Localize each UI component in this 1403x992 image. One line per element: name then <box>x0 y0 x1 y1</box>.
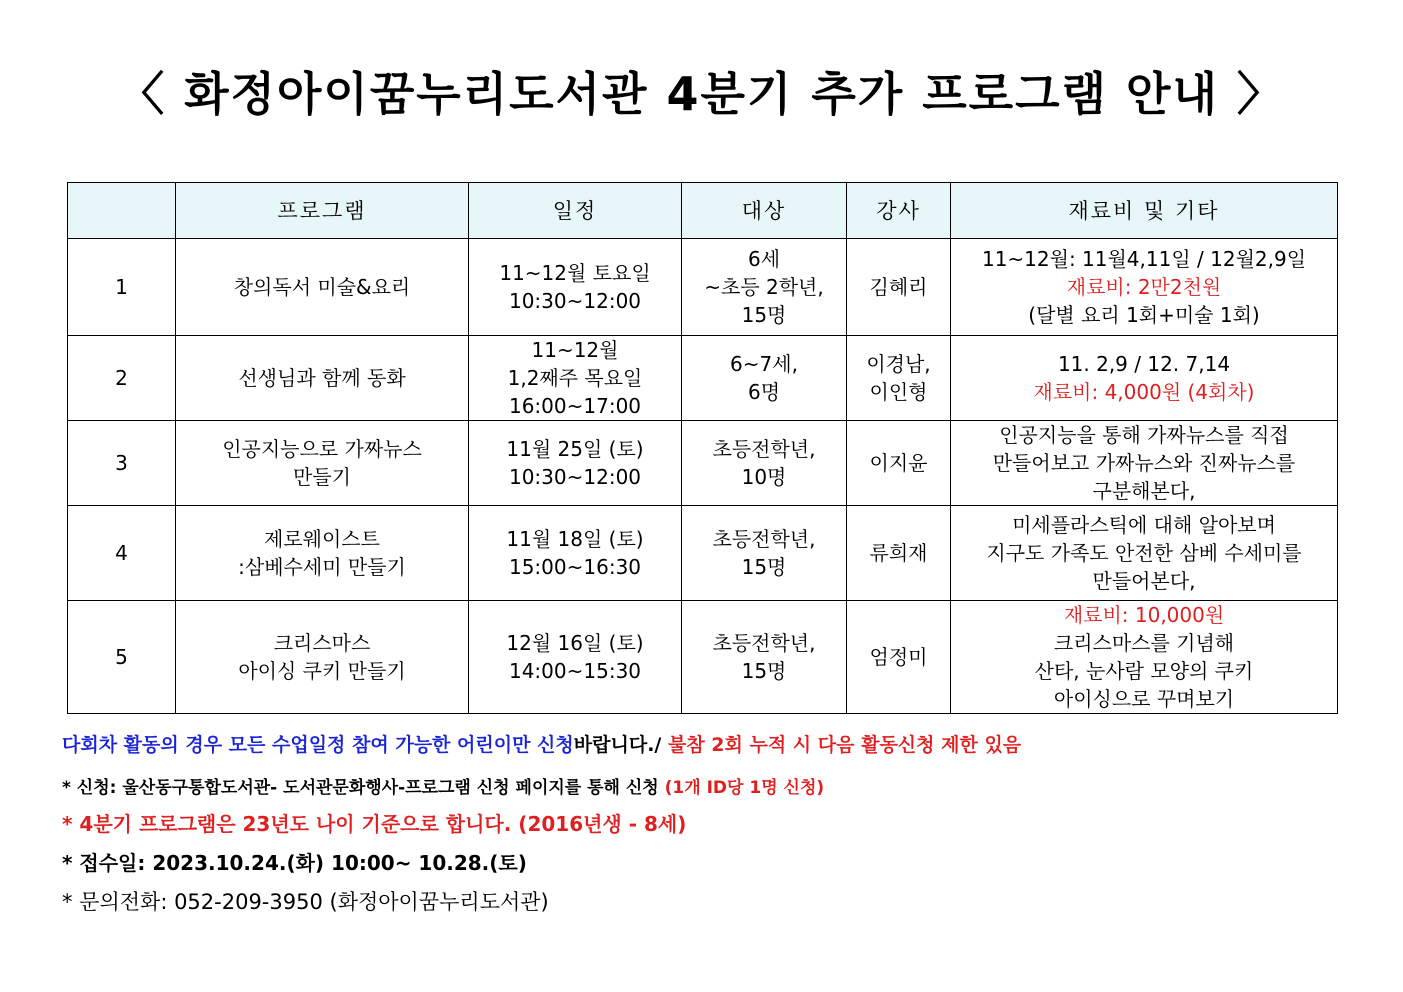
cell-schedule-line: 1,2째주 목요일 <box>507 366 643 390</box>
notes <box>62 730 1362 916</box>
header-program: 프로그램 <box>176 183 469 239</box>
cell-target-line: 15명 <box>741 303 787 327</box>
cell-program <box>176 601 469 714</box>
cell-target <box>682 601 847 714</box>
table-row <box>68 601 1338 714</box>
cell-num: 4 <box>68 506 176 601</box>
cell-teacher <box>847 601 951 714</box>
cell-target-line: 6~7세, <box>730 352 798 376</box>
cell-schedule-line: 16:00~17:00 <box>508 394 642 418</box>
cell-schedule <box>469 239 682 336</box>
cell-program-line: 창의독서 미술&요리 <box>233 275 411 299</box>
cell-target-line: 6세 <box>747 247 781 271</box>
cell-etc-line: 미세플라스틱에 대해 알아보며 <box>1012 513 1276 537</box>
cell-schedule-line: 11월 18일 (토) <box>506 527 644 551</box>
cell-program-line: :삼베수세미 만들기 <box>238 555 406 579</box>
cell-num: 2 <box>68 336 176 421</box>
cell-teacher-line: 이경남, <box>866 352 931 376</box>
cell-target-line: 15명 <box>741 555 787 579</box>
cell-program-line: 인공지능으로 가짜뉴스 <box>222 437 422 461</box>
table-row <box>68 421 1338 506</box>
cell-schedule <box>469 421 682 506</box>
cell-schedule <box>469 601 682 714</box>
program-table <box>67 182 1338 714</box>
note-age-basis: * 4분기 프로그램은 23년도 나이 기준으로 합니다. (2016년생 - 8세) <box>62 812 687 836</box>
cell-schedule-line: 11월 25일 (토) <box>506 437 644 461</box>
note-apply-red: (1개 ID당 1명 신청) <box>664 778 825 798</box>
cell-program-line: 제로웨이스트 <box>264 527 380 551</box>
cell-etc-line: 11. 2,9 / 12. 7,14 <box>1057 352 1231 376</box>
cell-etc-line: 아이싱으로 꾸며보기 <box>1053 687 1235 711</box>
cell-teacher-line: 엄정미 <box>869 645 928 669</box>
cell-teacher-line: 이인형 <box>869 380 928 404</box>
cell-etc <box>951 336 1338 421</box>
header-schedule: 일정 <box>469 183 682 239</box>
cell-teacher <box>847 239 951 336</box>
cell-teacher <box>847 336 951 421</box>
note-apply <box>62 773 1362 798</box>
cell-program <box>176 336 469 421</box>
cell-etc-line: 만들어본다, <box>1092 569 1196 593</box>
table-row <box>68 336 1338 421</box>
cell-etc-line: 산타, 눈사람 모양의 쿠키 <box>1034 659 1254 683</box>
cell-etc <box>951 421 1338 506</box>
cell-etc-line: 인공지능을 통해 가짜뉴스를 직접 <box>999 423 1289 447</box>
cell-program <box>176 421 469 506</box>
cell-schedule-line: 10:30~12:00 <box>508 289 642 313</box>
header-teacher: 강사 <box>847 183 951 239</box>
page-title: 〈 화정아이꿈누리도서관 4분기 추가 프로그램 안내 〉 <box>118 67 1285 121</box>
cell-teacher <box>847 421 951 506</box>
note-multi-session-red: 불참 2회 누적 시 다음 활동신청 제한 있음 <box>661 734 1022 756</box>
cell-schedule <box>469 506 682 601</box>
cell-etc-line: 만들어보고 가짜뉴스와 진짜뉴스를 <box>992 451 1296 475</box>
cell-etc-line: 지구도 가족도 안전한 삼베 수세미를 <box>986 541 1302 565</box>
cell-schedule-line: 12월 16일 (토) <box>506 631 644 655</box>
cell-program-line: 만들기 <box>293 465 351 489</box>
note-multi-session-blue: 다회차 활동의 경우 모든 수업일정 참여 가능한 어린이만 신청 <box>62 734 574 756</box>
cell-schedule <box>469 336 682 421</box>
cell-target-line: 초등전학년, <box>712 437 816 461</box>
cell-num: 1 <box>68 239 176 336</box>
cell-target-line: 10명 <box>741 465 787 489</box>
note-multi-session <box>62 730 1362 757</box>
cell-etc <box>951 506 1338 601</box>
cell-etc <box>951 239 1338 336</box>
cell-teacher <box>847 506 951 601</box>
cell-target <box>682 506 847 601</box>
cell-teacher-line: 김혜리 <box>869 275 928 299</box>
cell-etc-line: 구분해본다, <box>1092 479 1196 503</box>
note-multi-session-black: 바랍니다./ <box>573 734 662 756</box>
cell-program-line: 크리스마스 <box>273 631 371 655</box>
cell-program-line: 아이싱 쿠키 만들기 <box>238 659 406 683</box>
cell-program-line: 선생님과 함께 동화 <box>238 366 406 390</box>
cell-schedule-line: 14:00~15:30 <box>508 659 642 683</box>
cell-target-line: ~초등 2학년, <box>704 275 824 299</box>
table-row <box>68 239 1338 336</box>
cell-schedule-line: 11~12월 <box>531 338 619 362</box>
cell-target <box>682 421 847 506</box>
cell-teacher-line: 이지윤 <box>869 451 928 475</box>
cell-etc-line: 크리스마스를 기념해 <box>1053 631 1235 655</box>
cell-target <box>682 336 847 421</box>
cell-target-line: 초등전학년, <box>712 631 816 655</box>
table-row <box>68 506 1338 601</box>
cell-num: 3 <box>68 421 176 506</box>
cell-etc-line: 재료비: 10,000원 <box>1063 603 1225 627</box>
cell-target-line: 15명 <box>741 659 787 683</box>
note-registration-date: * 접수일: 2023.10.24.(화) 10:00~ 10.28.(토) <box>62 851 527 875</box>
header-target: 대상 <box>682 183 847 239</box>
cell-schedule-line: 10:30~12:00 <box>508 465 642 489</box>
cell-etc-line: (달별 요리 1회+미술 1회) <box>1028 303 1260 327</box>
cell-schedule-line: 11~12월 토요일 <box>499 261 651 285</box>
cell-target <box>682 239 847 336</box>
cell-etc-line: 재료비: 2만2천원 <box>1066 275 1222 299</box>
cell-target-line: 초등전학년, <box>712 527 816 551</box>
table-header-row <box>68 183 1338 239</box>
cell-target-line: 6명 <box>747 380 781 404</box>
cell-etc-line: 11~12월: 11월4,11일 / 12월2,9일 <box>981 247 1307 271</box>
note-apply-text: * 신청: 울산동구통합도서관- 도서관문화행사-프로그램 신청 페이지를 통해 신청 <box>62 778 665 798</box>
cell-program <box>176 506 469 601</box>
cell-etc <box>951 601 1338 714</box>
header-num <box>68 183 176 239</box>
header-etc: 재료비 및 기타 <box>951 183 1338 239</box>
cell-etc-line: 재료비: 4,000원 (4회차) <box>1033 380 1255 404</box>
cell-num: 5 <box>68 601 176 714</box>
cell-schedule-line: 15:00~16:30 <box>508 555 642 579</box>
note-contact: * 문의전화: 052-209-3950 (화정아이꿈누리도서관) <box>62 890 549 914</box>
cell-program <box>176 239 469 336</box>
cell-teacher-line: 류희재 <box>869 541 928 565</box>
